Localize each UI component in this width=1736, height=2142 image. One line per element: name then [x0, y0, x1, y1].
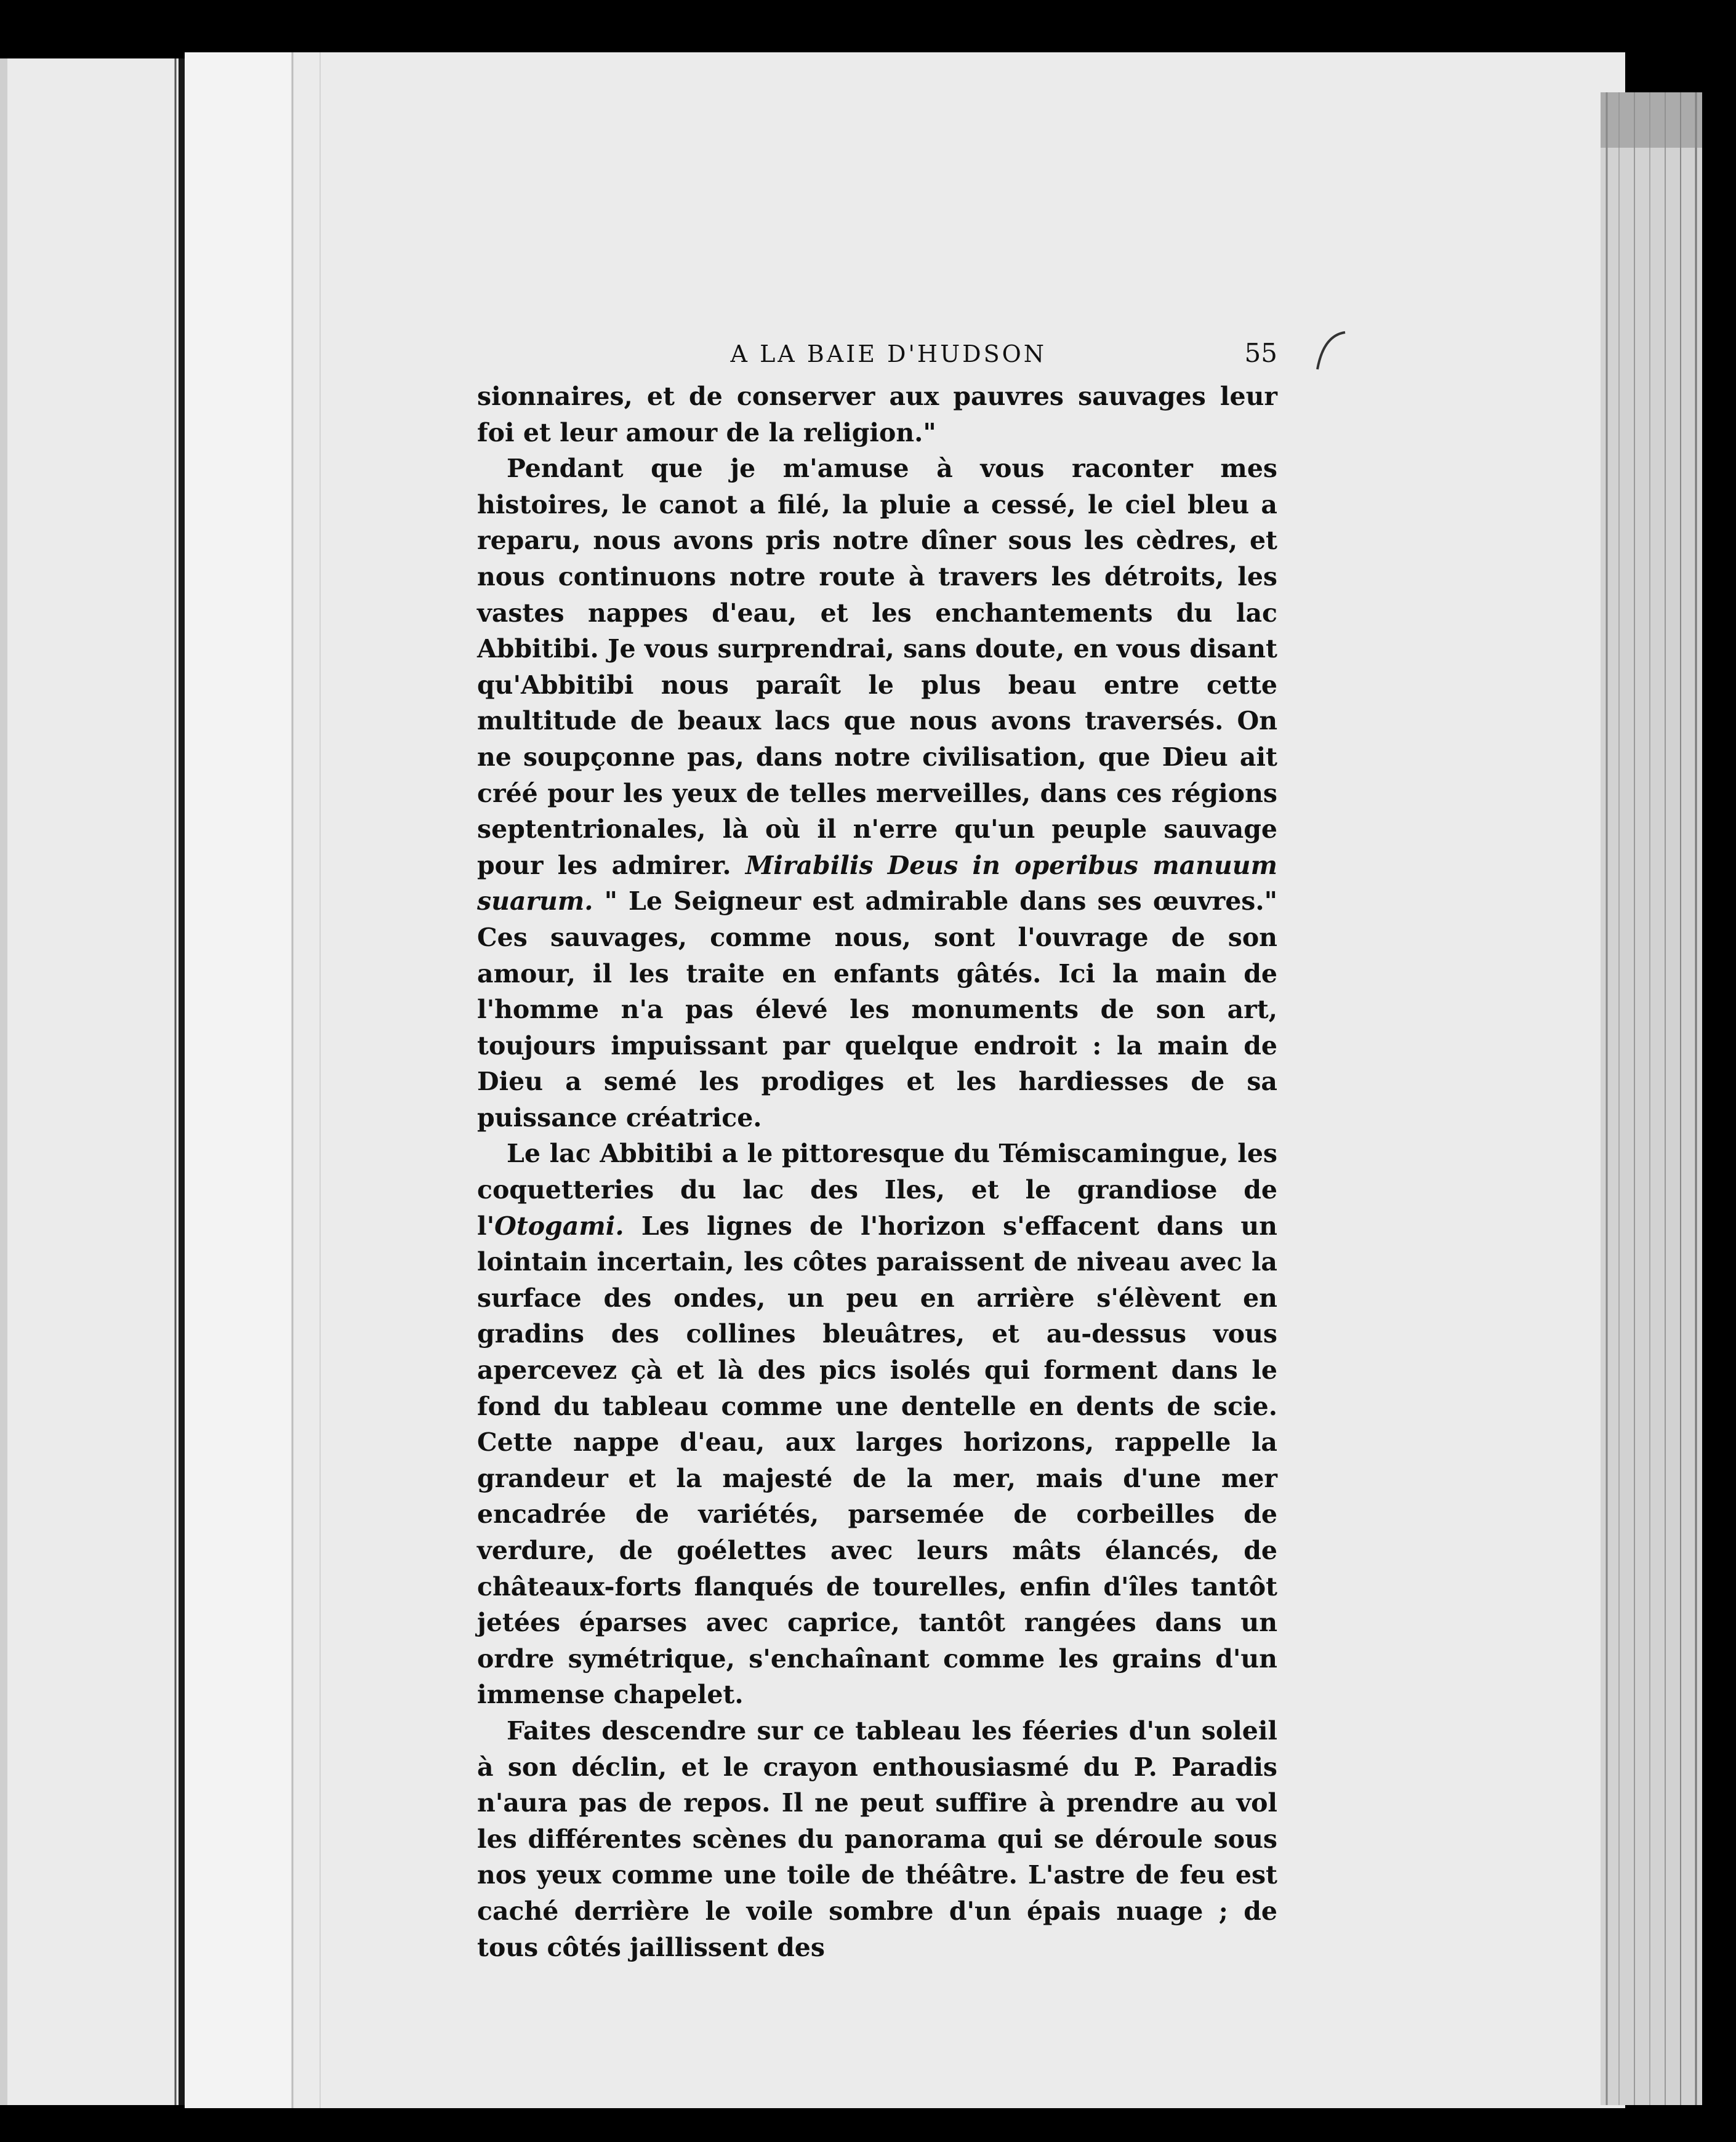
left-page-edge: [0, 58, 179, 2105]
running-head: [477, 335, 1277, 379]
right-page-edges: [1601, 92, 1702, 2105]
paragraph-3-text-b: Les lignes de l'horizon s'effacent dans un lointain incertain, les côtes paraissent de niveau avec la surface des ondes, un peu en arrière s'élèvent en gradins des collines bleuâtres, et au-dessus vous apercevez çà et là des pics isolés qui forment dans le fond du tableau comme une dentelle en dents de scie. Cette nappe d'eau, aux larges horizons, rappelle la grandeur et la majesté de la mer, mais d'une mer encadrée de variétés, parsemée de corbeilles de verdure, de goélettes avec leurs mâts élancés, de châteaux-forts flanqués de tourelles, enfin d'îles tantôt jetées éparses avec caprice, tantôt rangées dans un ordre symétrique, s'enchaînant comme les grains d'un immense chapelet.: [477, 1211, 1277, 1710]
paragraph-4: Faites descendre sur ce tableau les féeries d'un soleil à son déclin, et le crayon enthousiasmé du P. Paradis n'aura pas de repos. Il ne peut suffire à prendre au vol les différentes scènes du panorama qui se déroule sous nos yeux comme une toile de théâtre. L'astre de feu est caché derrière le voile sombre d'un épais nuage ; de tous côtés jaillissent des: [477, 1715, 1277, 1962]
latin-quote: Mirabilis Deus in operibus manuum suarum.: [477, 850, 1277, 917]
paragraph-2-text-a: Pendant que je m'amuse à vous raconter mes histoires, le canot a filé, la pluie a cessé, le ciel bleu a reparu, nous avons pris notre dîner sous les cèdres, et nous continuons notre route à travers les détroits, les vastes nappes d'eau, et les enchantements du lac Abbitibi. Je vous surprendrai, sans doute, en vous disant qu'Abbitibi nous paraît le plus beau entre cette multitude de beaux lacs que nous avons traversés. On ne soupçonne pas, dans notre civilisation, que Dieu ait créé pour les yeux de telles merveilles, dans ces régions septentrionales, là où il n'erre qu'un peuple sauvage pour les admirer.: [477, 454, 1277, 880]
page-number: 55: [1244, 338, 1277, 368]
running-title: A LA BAIE D'HUDSON: [730, 340, 1047, 367]
paragraph-2: [477, 451, 1277, 1136]
paragraph-3: [477, 1136, 1277, 1713]
paragraph-1: sionnaires, et de conserver aux pauvres sauvages leur foi et leur amour de la religion.": [477, 382, 1277, 447]
paragraph-3-text-a: Le lac Abbitibi a le pittoresque du Témiscamingue, les coquetteries du lac des Iles, et le grandiose de l': [477, 1139, 1277, 1241]
paragraph-2-text-b: " Le Seigneur est admirable dans ses œuvres." Ces sauvages, comme nous, sont l'ouvrage de son amour, il les traite en enfants gâtés. Ici la main de l'homme n'a pas élevé les monuments de son art, toujours impuissant par quelque endroit : la main de Dieu a semé les prodiges et les hardiesses de sa puissance créatrice.: [477, 886, 1277, 1133]
page-text: [477, 335, 1277, 1965]
place-name: Otogami.: [494, 1211, 624, 1241]
